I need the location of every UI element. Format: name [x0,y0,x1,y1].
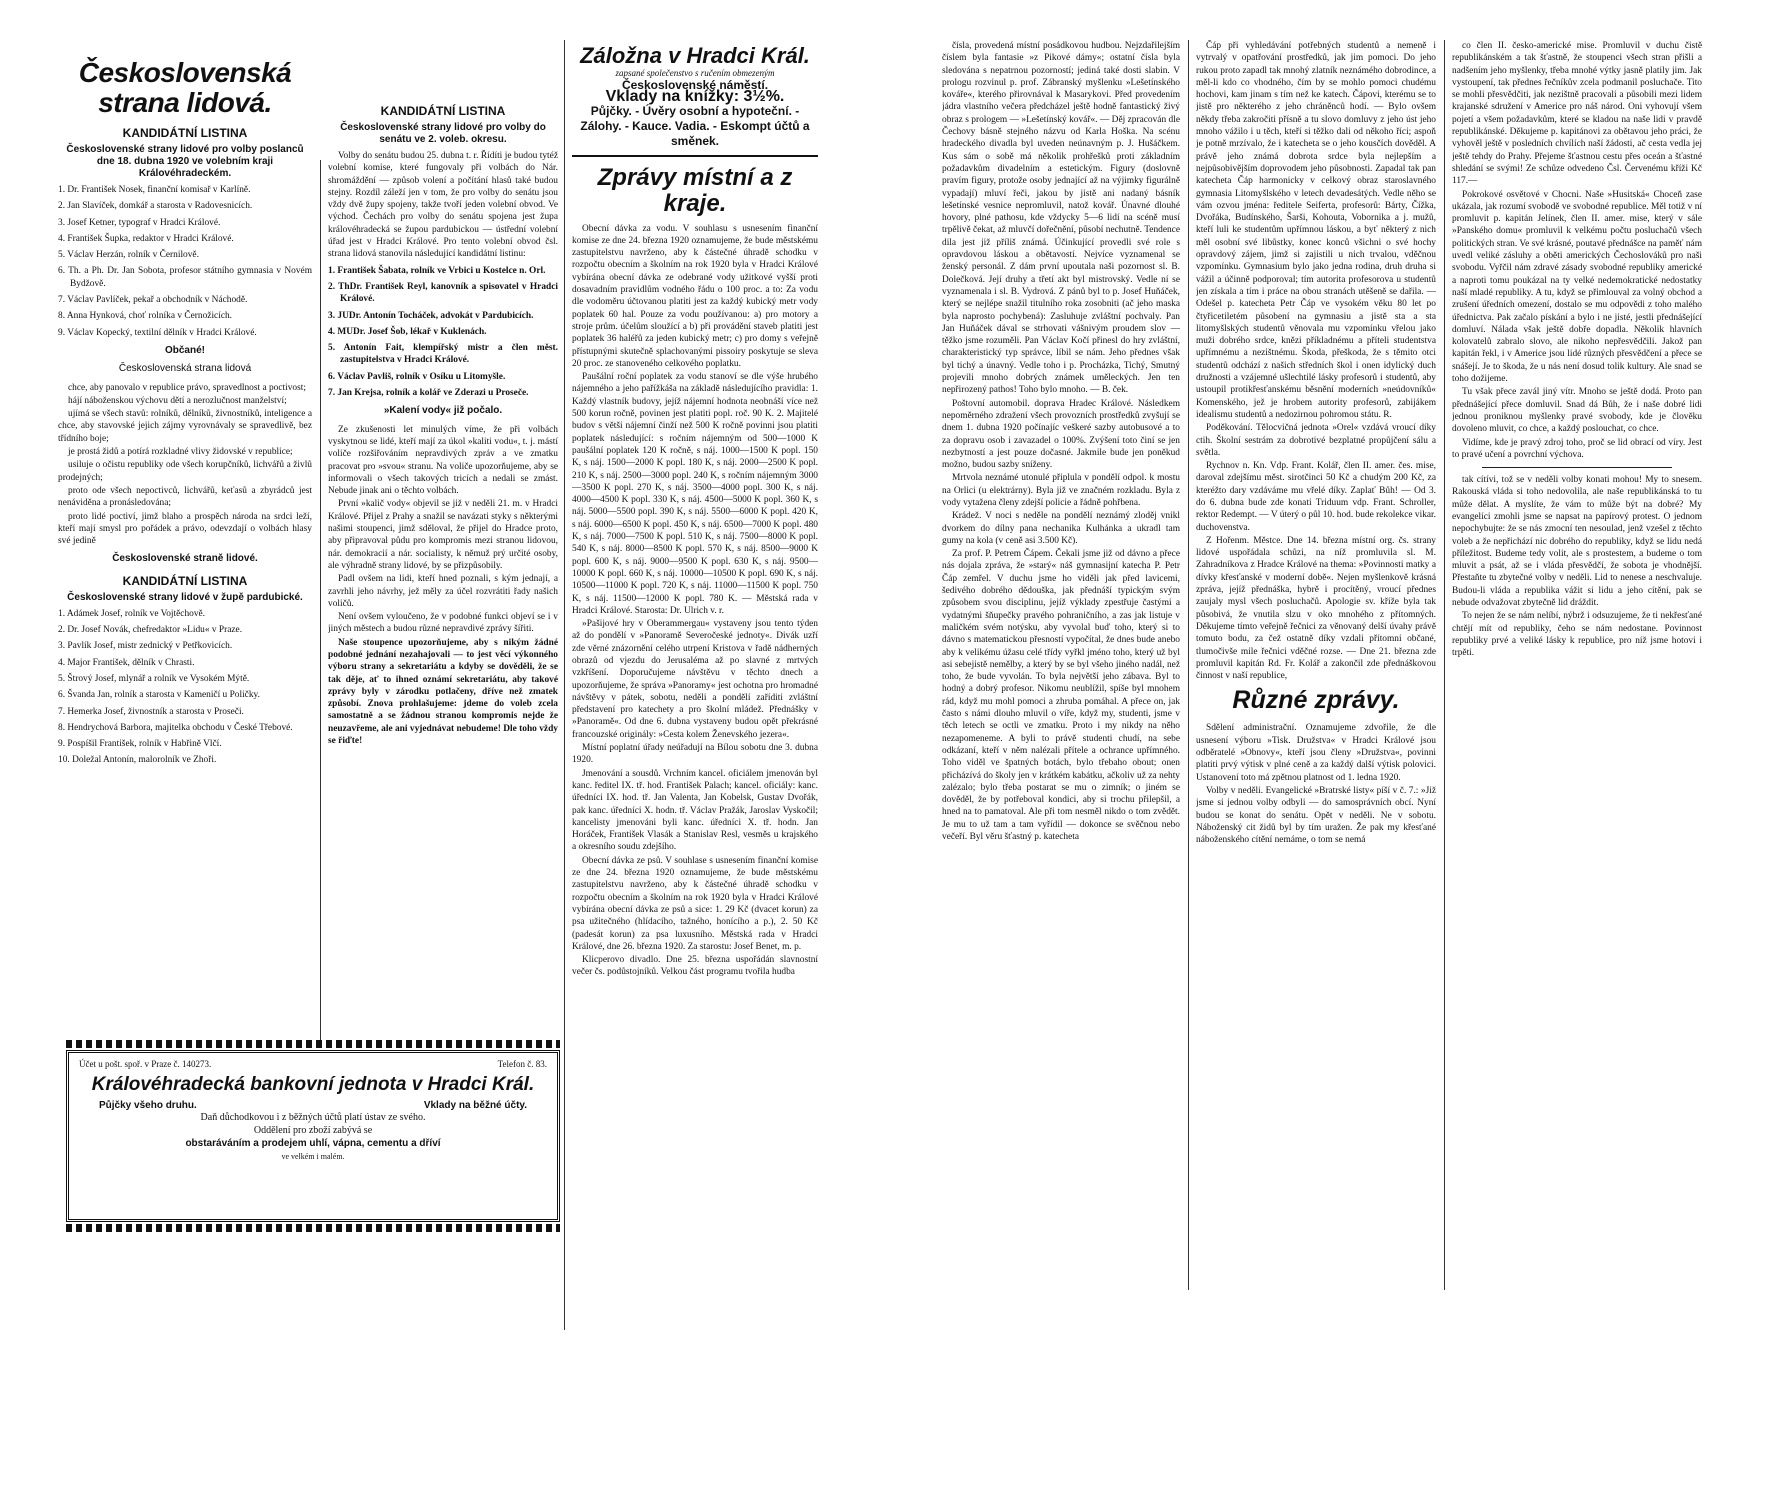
ticket-subtitle: Československé strany lidové pro volby poslanců dne 18. dubna 1920 ve volebním kraji Královéhradeckém. [66,144,304,179]
ornament-border [66,1224,560,1232]
list-item: 7. Václav Pavlíček, pekař a obchodník v Náchodě. [58,295,248,306]
bank-name: Královéhradecká bankovní jednota v Hradci Král. [91,1074,535,1095]
list-item: 5. Antonín Fait, klempířský mistr a člen měst. zastupitelstva v Hradci Králové. [328,343,558,366]
paragraph: Obecní dávka za vodu. V souhlasu s usnesením finanční komise ze dne 24. března 1920 oznamujeme, že bude městskému zastupitelstvu navrženo, aby k částečné úhradě schodku v rozpočtu obecním a školním na rok 1920 byla v Hradci Králové vybírána obecní dávka ze odebrané vody užitkové vyšší proti dosavadním pravidlům vodného řádu o 100 proc. a to: Za vodu dle vodoměru účtovanou platiti jest za každý kubický metr vody poplatek 60 hal. Pouze za vodu používanou: a) pro motory a stroje prům. účelům sloužící a b) při provádění staveb platiti jest poplatek 36 haléřů za jeden kubický metr; c) pro domy s veřejně přístupnými skutečně splachovanými pissoiry poskytuje se sleva 20 proc. ze stanoveného celkového poplatku. [572,223,818,369]
party-title: Československá strana lidová. [78,57,292,118]
list-item: 9. Pospíšil František, rolník v Habřině Vlčí. [58,739,222,750]
left-page [58,40,818,1330]
news-section-title: Zprávy místní a z kraje. [597,163,793,217]
paragraph: ujímá se všech stavů: rolníků, dělníků, živnostníků, inteligence a chce, aby stavovské jejich zájmy vyrovnávaly se spravedlivě, bez třídního boje; [58,409,312,444]
bank-phone: Telefon č. 83. [497,1059,547,1069]
bank-tax: Daň důchodkovou i z běžných účtů platí ústav ze svého. [200,1112,426,1123]
list-item: 10. Doležal Antonín, malorolník ve Zhoři. [58,755,217,766]
column-rule [1444,40,1445,1290]
candidate-list [58,184,312,339]
paragraph: Krádež. V noci s neděle na pondělí neznámý zloděj vnikl dvorkem do dílny pana nechanika Kulhánka a ukradl tam gumy na kola (v ceně asi 3.500 Kč). [942,511,1180,546]
ticket2-subtitle: Československé strany lidové v župě pardubické. [67,591,303,603]
column-rule [1188,40,1189,1290]
paragraph: Z Hořenm. Městce. Dne 14. března místní org. čs. strany lidové uspořádala schůzi, na níž promluvila sl. M. Zahradníkova z Hradce Králové na thema: »Povinnosti matky a dívky křesťanské v moderní době«. Nejen myšlenkově krásná zpráva, jejíž přednáška, hybrě i procítěný, vroucí přednes zaujaly mysl všech posluchačů. Apologie sv. kříže byla tak působivá, že vnutila slzu v oko mnohého z přítomných. Děkujeme tímto veřejně řečnici za věnovaný delší úvahy právě tomuto bodu, za čež ostatně díky vzdali přítomní občané, tlumočivše mile řečnici vděčné rozse. — Dne 21. března zde promluvil kapitán Rd. Fr. Kolář a zakončil zde přednáškovou činnost v naší republice, [1196,535,1436,682]
column-rule [564,40,565,1330]
paragraph: Obecní dávka ze psů. V souhlase s usnesením finanční komise ze dne 24. března 1920 oznamujeme, že bude městskému zastupitelstvu navrženo, aby k částečné úhradě schodku v rozpočtu obecním a školním na rok 1920 byla v Hradci Králové vybírána obecní dávka ze psů a sice: 1. 29 Kč (dvacet korun) za psa užitečného (hlídacího, tažného, honícího a p.), 2. 50 Kč (padesát korun) za psa luxusního. Městská rada v Hradci Králové, dne 26. března 1920. Za starostu: Josef Benet, m. p. [572,855,818,952]
paragraph: Volby do senátu budou 25. dubna t. r. Řídíti je budou tytéž volební komise, které fungovaly při volbách do Nár. shromáždění — způsob volení a počítání hlasů také budou stejny. Rozdíl záleží jen v tom, že pro volby do senátu jsou vždy dvě župy spojeny, takže tvoří jeden volební obvod. Ve východ. Čechách pro volby do senátu spojena jest župa královéhradecká se župou pardubickou — ústřední volební úřad jest v Hradci Králové. Pro tento volební obvod čsl. strana lidová stanovila následující kandidátní listinu: [328,151,558,260]
list-item: 9. Václav Kopecký, textilní dělník v Hradci Králové. [58,327,257,338]
paragraph: co člen II. česko-americké mise. Promluvil v duchu čistě republikánském a tak šťastně, že stoupenci všech stran přišli a nadšením jeho myšlenky, třeba mnohé výtky jasně platily jim. Jak vystoupení, tak přednes řečníkův zcela podmanil posluchače. Tito se mohli přesvědčiti, jak nezištně pracovali a působili mezi lidem krajanské sdružení v Americe pro náš národ. Oni vyhovují všem pojetí a všem požadavkům, které se kladou na naše lidi v pravdě republikánské. Děkujeme p. kapitánovi za obětavou jeho práci, že vyhověl ještě v posledních chvílích naší žádosti, ač cesta vedla jej ještě tehdy do Prahy. Přejeme šťastnou cestu přes oceán a šťastné shledání se svými! Ze schůze odvedeno Čsl. Červenému kříži Kč 117.— [1452,41,1702,187]
paragraph: čísla, provedená místní posádkovou hudbou. Nejzdařilejším číslem byla fantasie »z Pikové dámy«; ostatní čísla byla sledována s nepatrnou pozorností; jediná také dosti slabin. V prologu rozvinul p. prof. Zábranský myšlenku »Lešetínského kováře«, kterého přirovnával k Masarykovi. Před provedením jádra vlastního večera předcházel ještě hodně fantastický živý obraz s prologem — »Lešetínský kovář«. — Děj zpracován dle Čechovy básně stejného názvu od Karla Hoška. Na scénu hradeckého divadla byl uveden neúnavným p. J. Hušáčkem. Kus sám o sobě má několik prohřešků proti základním požadavkům divadelním a estetickým. Figury (doslovně pravím figury, protože osoby jednající až na výjimky figurálně vypadají) mluví řeči, jakou by jistě ani nadaný básník lešetínské vesnice nepromluvil, natož kovář. Únavné dlouhé hovory, plné pathosu, kde vždycky 5—6 lidí na scéně musí trpělivě čekat, až mluvčí dořečnění, působí nechutně. Tendence dila jest již příliš známá. Účinkující provedli své role s opravdovou láskou a obětavostí. Nejvíce vyznamenal se ženský personál. Z dám první upoutala naši pozornost sl. B. Dolečková. Její druhy a třetí akt byl mistrovský. Vedle ní se vyznamenala i sl. B. Vydrová. Z pánů byl to p. Josef Huňáček, který se nejlépe snažil titulního roka zosobniti (ač jeho maska byla naprosto pochybená): Zasluhuje zvláštní pochvaly. Pan Jan Huňáček dával se strhovati vášnivým proudem slov — těžko jsme rozuměli. Pan Václav Kočí přinesl do hry zvláštní, charakteristický typ správce, líbil se nám. Jeho přednes však byl tichý a únavný. Vedle toho i p. Procházka, Tichý, Smutný projevili mnoho dobrých známek uměleckých. Jen ten nepřirozený pathos! Toho bylo mnoho. — B. ček. [942,41,1180,396]
bank-ad-header [79,1059,547,1069]
list-item: 1. František Šabata, rolník ve Vrbici u Kostelce n. Orl. [328,265,546,276]
bank-dept: Oddělení pro zboží zabývá se [253,1125,373,1136]
paragraph: hájí náboženskou výchovu dětí a nerozlučnost manželství; [68,395,287,406]
list-item: 4. František Šupka, redaktor v Hradci Králové. [58,233,234,244]
paragraph: Paušální roční poplatek za vodu stanoví se dle výše hrubého nájemného a jeho pařížkáša na základě následujícího pravidla: 1. Každý vlastník budovy, jejíž nájemní hodnota neobnáší více než 500 korun ročně, povinen jest platiti popl. roč. 90 K. 2. Majitelé budov s větší nájemní činží než 500 K ročně povinni jsou platiti poplatek následující: s ročním nájemným od 500—1000 K paušální poplatek 120 K ročně, s náj. 1000—1500 K popl. 150 K, s náj. 1500—2000 K popl. 180 K, s náj. 2000—2500 K popl. 210 K, s náj. 2500—3000 popl. 240 K, s ročním nájemným 3000—3500 K popl. 270 K, s náj. 3500—4000 popl. 300 K, s náj. 4000—4500 K popl. 330 K, s náj. 4500—5000 K popl. 360 K, s náj. 5000—5500 popl. 390 K, s náj. 5500—6000 K popl. 420 K, s náj. 6000—6500 K popl. 450 K, s náj. 6500—7000 K popl. 480 K, s náj. 7000—7500 K popl. 510 K, s náj. 7500—8000 K popl. 540 K, s náj. 8000—8500 K popl. 570 K, s náj. 8500—9000 K popl. 600 K, s náj. 9000—9500 K popl. 630 K, s náj. 9500—10000 K popl. 660 K, s náj. 10000—10500 K popl. 690 K, s náj. 10500—11000 K popl. 720 K, s náj. 11000—11500 K popl. 750 K, s náj. 11500—12000 K popl. 780 K. — Městská rada v Hradci Králové. Starosta: Dr. Ulrich v. r. [572,372,818,616]
ticket2-title: KANDIDÁTNÍ LISTINA [122,573,248,588]
paragraph: tak cítívi, tož se v neděli volby konati mohou! My to snesem. Rakouská vláda si toho nedovolila, ale naše republikánská to tu může dělat. A myslíte, že vám to může být na dobré? My evangelíci zmohli jsme se napsat na papírový protest. O jednom nepochybujte: že se nás zmocní ten nesoulad, jenž vzešel z těchto voleb a že nepřichází nic dobrého do republiky, když se lidu nedá příležitost. Budeme tedy volit, ale s prostestem, a budeme o tom mluvit a psát, až se i vláda přesvědčí, že sobota je vhodnější. Přestaňte tu zbytečné volby v neděli. Lid to nenese a neschvaluje. Budou-li vláda a republika vážit si lidu a jeho cítění, pak se nebude odvažovat zbytečně lid dráždit. [1452,475,1702,609]
right-page [942,40,1702,1330]
senate-ticket-title: KANDIDÁTNÍ LISTINA [380,104,506,118]
right-column-2 [1196,40,1436,1290]
ticket-title: KANDIDÁTNÍ LISTINA [122,126,248,140]
paragraph: proto ode všech nepoctivců, lichvářů, keťasů a zbyrádců jest nenáviděna a pronásledována; [58,485,312,509]
list-item: 4. Major František, dělník v Chrasti. [58,657,195,668]
left-column-3 [572,40,818,1330]
paragraph: Volby v neděli. Evangelické »Bratrské listy« píší v č. 7.: »Již jsme si jednou volby odbyli — do samosprávních obcí. Nyní budou se konat do senátu. Opět v neděli. Ne v sobotu. Náboženský cit židů byl by tím uražen. Že pak my křesťané náboženského cítění nemáme, o tom se nemá [1196,785,1436,846]
bank-ad-offers [79,1100,547,1111]
paragraph: Není ovšem vyloučeno, že v podobné funkci objeví se i v jiných městech a budou různé nepravdivé zprávy šířiti. [328,612,558,635]
paragraph: Klicperovo divadlo. Dne 25. března uspořádán slavnostní večer čs. podůstojníků. Velkou část programu tvořila hudba [572,955,818,978]
list-item: 6. Václav Pavliš, rolník v Osíku u Litomyšle. [328,371,506,382]
paragraph: Rychnov n. Kn. Vdp. Frant. Kolář, člen II. amer. čes. mise, daroval zdejšímu měst. sirotčinci 50 Kč a chudým 200 Kč, za kteréžto dary vzdáváme mu vřelé díky. Zaplať Bůh! — Od 3. do 6. dubna bude zde konati Triduum vdp. Frant. Schroller, rektor Redempt. — V úterý o půl 10. hod. bude rekolekce vikar. duchovenstva. [1196,461,1436,533]
paragraph: Čáp při vyhledávání potřebných studentů a nemeně i vytrvalý v opatřování prostředků, jak jim pomoci. Do jeho rukou proto zapadl tak mnohý zlatník neznámého dobrodince, a měl-li kdo co vhodného, čím by se mohlo pomoci chudému hochovi, kam jinam s tím než ke katech. Čápovi, kterému se to jistě pro některého z jeho chráněnců hodí. — Bylo ovšem někdy třeba zakročiti přísně a tu slovo domluvy z jeho úst jeho mnoho vážilo i u těch, kteří si těžko dali od někoho říci; aspoň je potně mrzívalo, že i katecheta se o jeho kousčích dověděl. A právě jeho známá dobrota srdce byla nejlepším a nejpůsobivějším doprovodem jeho působnosti. Zapadal tak pan katecheta Čáp harmonicky v celkový obraz staroslavného gymnasia Litomyšlského v letech devadesátých. Vedle něho se vám ozvou jména: ředitele Seiferta, profesorů: Bárty, Čížka, Dvořáka, Budínského, Šarši, Kohouta, Vobornika a j. mužů, kteří luli ke studentům upřímnou láskou, a byť některý z nich měl osobní své libůstky, konec konců všichni o své hochy opravdový zájem, jimž si zajistili u nich trvalou, vděčnou vzpomínku. Gymnasium bylo jako jedna rodina, druh druha si vážil a účinně podporoval; tím autorita profesorova u studentů jen získala a tím i práce na obou stranách utěšeně se dařila. — Odešel p. katecheta Petr Čáp ve vysokém věku 80 let po čtyřicetiletém působení na gymnasiu a jistě sta a sta litomyšlských studentů věnovala mu vzpomínku vřelou jako muži dobrého srdce, knězi příkladnému a příteli studentstva upřímnému a nezištnému. Škoda, přeškoda, že s těmito otci studentů odchází z našich středních škol i onen idylický duch družnosti a vzájemné ušlechtilé lásky profesorů i studentů, aby ustoupil protikřesťanskému běsnění moderních »neúdovníků« Komenského, jež je hrobem autority profesorů, zabijákem idealismu studentů a nedozirnou pohromou státu. R. [1196,41,1436,420]
paragraph: Místní poplatní úřady neúřadují na Bílou sobotu dne 3. dubna 1920. [572,743,818,766]
list-item: 4. MUDr. Josef Šob, lékař v Kuklenách. [328,326,487,337]
paragraph: První »kalič vody« objevil se již v neděli 21. m. v Hradci Králové. Přijel z Prahy a snažil se navázati styky s některými našimi stoupenci, jimž sděloval, že přijel do Hradce proto, aby připravoval půdu pro kompromis mezi stranou lidovou, nár. demokracií a nár. socialisty, k němuž prý určité osoby, ale výhradně strany lidové, by se přizpůsobily. [328,499,558,571]
list-item: 8. Anna Hynková, choť rolníka v Černožicích. [58,311,233,322]
bank-account: Účet u pošt. spoř. v Praze č. 140273. [79,1059,212,1069]
appeal-party: Československá strana lidová [118,363,252,375]
paragraph: Poděkování. Tělocvičná jednota »Orel« vzdává vroucí díky ctih. Školní sestrám za dobrotivé bezplatné propůjčení sálu a světla. [1196,423,1436,458]
senate-ticket-subtitle: Československé strany lidové pro volby do senátu ve 2. voleb. okresu. [340,122,546,145]
bank-trade: obstaráváním a prodejem uhlí, vápna, cementu a dříví [185,1138,441,1149]
list-item: 8. Hendrychová Barbora, majitelka obchodu v České Třebové. [58,722,293,733]
ornament-border [66,1040,560,1048]
ad-title: Záložna v Hradci Král. [580,43,810,68]
list-item: 6. Th. a Ph. Dr. Jan Sobota, profesor státního gymnasia v Novém Bydžově. [58,266,312,289]
ad-rate: Vklady na knížky: 3½%. [605,88,785,106]
paragraph: proto lidé poctiví, jimž blaho a prospěch národa na srdci leží, kteří mají smysl pro pořádek a právo, odevzdají o volbách hlasy své jedině [58,511,312,547]
candidate-list-2 [58,608,312,767]
left-column-2 [328,96,558,1040]
paragraph: Tu však přece zavál jiný vítr. Mnoho se ještě dodá. Proto pan přednášející přece domluvil. Snad dá Bůh, že i naše dobré lidi jednou proniknou myšlenky pravé svobody, kde je člověku dovoleno mluvit, co chce, a každý poslouchat, co chce. [1452,387,1702,435]
separator [1482,467,1672,468]
savings-bank-ad [572,40,818,157]
bank-deposits: Vklady na běžné účty. [423,1100,527,1111]
list-item: 1. Adámek Josef, rolník ve Vojtěchově. [58,608,206,619]
list-item: 2. ThDr. František Reyl, kanovník a spisovatel v Hradci Králové. [328,281,558,305]
section-heading: »Kalení vody« již počalo. [383,405,503,417]
list-item: 2. Jan Slavíček, domkář a starosta v Radovesnicích. [58,201,253,212]
right-column-1 [942,40,1180,1290]
paragraph: Za prof. P. Petrem Čápem. Čekali jsme již od dávno a přece nás dojala zpráva, že »starý« náš gymnasijní katecha P. Petr Čáp zemřel. V duchu jsme ho viděli jak před lavicemi, šedivého dobrého dědouška, jak přednáší typickým svým způsobem svou disciplinu, jejíž výklady zpestřuje častými a vydatnými šňupečky pravého pohraničního, a zas jak listuje v maličkém svém notýsku, aby vyvolal buď toho, který si to dávno s matematickou přesností vypočítal, že dnes bude anebo aby k velikému úžasu celé třídy vyřkl jméno toho, který už byl asi sebejistě nemělby, a který by se byl všeho jiného nadál, než toho, že bude vyvolán. To byla největší jeho zábava. Byl to hodný a dobrý profesor. Nikomu neublížil, spíše byl mnohem rád, když mu mohl pomoci a zhruba pomáhal. A přece on, jak často s námi dlouho mluvil o víře, když my, studenti, jsme v těch letech se octli ve zmatku. Proto i my nikdy na něho nezapomeneme. A byli to právě studenti chudí, na sebe odkázaní, kteří v něm nalézali přítele a ochrance upřímného. Toho viděl ve špatných botách, bylo třebaho obout; onen přicházívá do školy jen v krátkém kabátku, ačkoliv už za nehty zalézalo; bylo třeba postarat se mu o zimník; o jiném se dověděl, že by potřeboval kondici, aby si trochu přilepšil, a hned na to pamatoval. Ale při tom nesměl nikdo o tom zvědět. Je mu to už tam a tam vyřídil — dokonce se svěčnou nebo večeří. Byl věru šťastný p. katecheta [942,549,1180,842]
list-item: 7. Jan Krejsa, rolník a kolář ve Zderazi u Proseče. [328,388,529,399]
list-item: 7. Hemerka Josef, živnostník a starosta v Proseči. [58,706,244,717]
ad-address: Československé náměstí. [621,78,769,92]
paragraph: »Pašijové hry v Oberammergau« vystaveny jsou tento týden až do pondělí v »Panoramě Severočeské jednoty«. Divák uzří zde věrné znázornění celého utrpení Kristova v řadě nádherných obrazů od vjezdu do Jerusaléma až po slavné z mrtvých vzkříšení. Doporučujeme návštěvu v těchto dnech a upozorňujeme, že správa »Panoramy« jest ochotna pro hromadné návštěvy v pátek, sobotu, neděli a pondělí zaříditi zvláštní představení pro katechety a pro školní mládež. Přednášky v »Panoramě«. Od dne 6. dubna vystaveny budou opět překrásné francouzské originály: »Cesta kolem Ženevského jezera«. [572,619,818,740]
list-item: 1. Dr. František Nosek, finanční komisař v Karlíně. [58,185,251,195]
list-item: 5. Štrový Josef, mlynář a rolník ve Vysokém Mýtě. [58,673,250,684]
misc-news-title: Různé zprávy. [1232,686,1400,715]
list-item: 6. Švanda Jan, rolník a starosta v Kameničí u Poličky. [58,690,260,701]
paragraph: Naše stoupence upozorňujeme, aby s nikým žádné podobné jednání nezahajovali — to jest věcí výkonného výboru strany a sekretariátu a kdyby se dověděli, že se tak děje, ať to ihned oznámí sekretariátu, aby takové zprávy byly v zárodku potlačeny, dříve než zmatek způsobí. Znova prohlašujeme: jdeme do voleb zcela samostatně a se žádnou stranou kompromis nejde že neuzavřeme, ale ani vyjednávat nebudeme! Dle toho vždy se řiďte! [328,637,558,747]
paragraph: chce, aby panovalo v republice právo, spravedlnost a poctivost; [68,382,306,393]
paragraph: Pokrokové osvětové v Chocni. Naše »Husitská« Choceň zase ukázala, jak rozumí svobodě ve svobodné republice. Měl totiž v ní promluvit p. kapitán Jelínek, člen II. amer. mise, který v sále »Panského domu« promluvil k velkému počtu posluchačů všech politických stran. Ve své krásné, poutavé přednášce na paměť nám uvedl veliké zásluhy a oběti amerických Čechoslováků pro naši svobodu. Vyřčil nám zdravé zásady svobodné republiky americké a naproti tomu poukázal na ty velké nedemokratické nedostatky naší mladé republiky. A tu, když se přimlouval za volný obchod a zrušení úředních omezení, dostalo se mu odpovědi z toho malého úřednictva. Pak začalo pískání a bylo i ne jisté, jestli přednášející domluví. Nálada však ještě dobře dopadla. Několik hlavních kolovatelů zabralo slovo, ale nikoho nepřesvědčili. Jakož pan kapitán řekl, i v Americe jsou lidé různých přesvědčení a přece se snášejí. Je to škoda, že u nás není dosud tolik kultury. Ale snad se toho dožijeme. [1452,189,1702,385]
ad-subtitle: zapsané společenstvo s ručením obmezeným [615,68,775,78]
appeal-close: Československé straně lidové. [112,553,258,565]
bank-loans: Půjčky všeho druhu. [99,1100,197,1111]
list-item: 3. Josef Ketner, typograf v Hradci Králové. [58,217,221,228]
paragraph: Vidíme, kde je pravý zdroj toho, proč se lid obrací od víry. Jest to pravé učení a povrchní výchova. [1452,437,1702,460]
list-item: 2. Dr. Josef Novák, chefredaktor »Lidu« v Praze. [58,625,243,636]
column-rule [320,160,321,1040]
list-item: 5. Václav Herzán, rolník v Černilově. [58,250,199,261]
paragraph: Jmenování a sousdů. Vrchním kancel. oficiálem jmenován byl kanc. ředitel IX. tř. hod. František Palach; kancel. oficiály: kanc. úředníci IX. hod. tř. Jan Valenta, Jan Kobelsk, Gustav Dvořák, pak kanc. úředníci X. hodn. tř. Václav Pražák, Jaroslav Vyskočil; kancelisty jmenováni byli kanc. úředníci X. tř. hodn. Jan Horáček, František Vlasák a Stanislav Resl, vesměs u krajského a okresního soudu zdejšího. [572,768,818,853]
appeal-heading: Občané! [164,344,205,356]
right-column-3 [1452,40,1702,1290]
list-item: 3. JUDr. Antonín Tocháček, advokát v Pardubicích. [328,310,534,321]
senate-candidate-list [328,265,558,400]
bank-scale: ve velkém i malém. [281,1152,345,1161]
paragraph: To nejen že se nám nelíbí, nýbrž i odsuzujeme, že ti nekřesťané chtějí mít od republiky, čeho se nám nedostane. Povinnost republiky prvé a veliké lásky k republice, pro níž jsme hotovi i trpěti. [1452,611,1702,659]
ad-services: Půjčky. - Úvěry osobní a hypoteční. - Zálohy. - Kauce. Vadia. - Eskompt účtů a směnek. [580,103,810,148]
paragraph: usiluje o očistu republiky ode všech korupčníků, lichvářů a živlů prodejných; [58,460,312,483]
paragraph: Poštovní automobil. doprava Hradec Králové. Následkem nepoměrného zdražení všech provozních prostředků zvyšují se dnem 1. dubna 1920 počínajíc veškeré sazby autobusové a to za dopravu osob i zavazadel o 100%. Zvýšení toto činí se jen nezbytností a jest pouze dočasné. Jakmile bude jen poněkud možno, budou sazby sníženy. [942,398,1180,471]
left-column-1 [58,40,312,1040]
bank-ad [66,1050,560,1222]
paragraph: Sdělení administrační. Oznamujeme zdvořile, že dle usnesení výboru »Tisk. Družstva« v Hradci Králové jsou odběratelé »Obnovy«, kteří jsou členy »Družstva«, povinni platiti prvý výtisk v plné ceně a za každý další výtisk polovici. Ustanovení toto má zpětnou platnost od 1. ledna 1920. [1196,723,1436,783]
list-item: 3. Pavlík Josef, mistr zednický v Petřkovicích. [58,641,233,652]
paragraph: Ze zkušenosti let minulých víme, že při volbách vyskytnou se lidé, kteří mají za úkol »kaliti vodu«, t. j. mástí voliče rozšiřováním nepravdivých zpráv a ve zmatku pracovat pro »svou« stranu. Na voliče upozorňujeme, aby se informovali o všech takových tricích a nedali se zmást. Nebude jinak ani o těchto volbách. [328,424,558,497]
paragraph: Mrtvola neznámé utonulé připlula v pondělí odpol. k mostu na Orlici (u elektrárny). Byla již ve značném rozkladu. Byla z vody vytažena členy zdejší policie a řádně pohřbena. [942,473,1180,508]
paragraph: je prostá židů a potírá rozkladné vlivy židovské v republice; [68,447,293,458]
paragraph: Padl ovšem na lidi, kteří hned poznali, s kým jednají, a zavrhli jeho návrhy, jež měly za účel rozvrátiti řady našich voličů. [328,574,558,609]
